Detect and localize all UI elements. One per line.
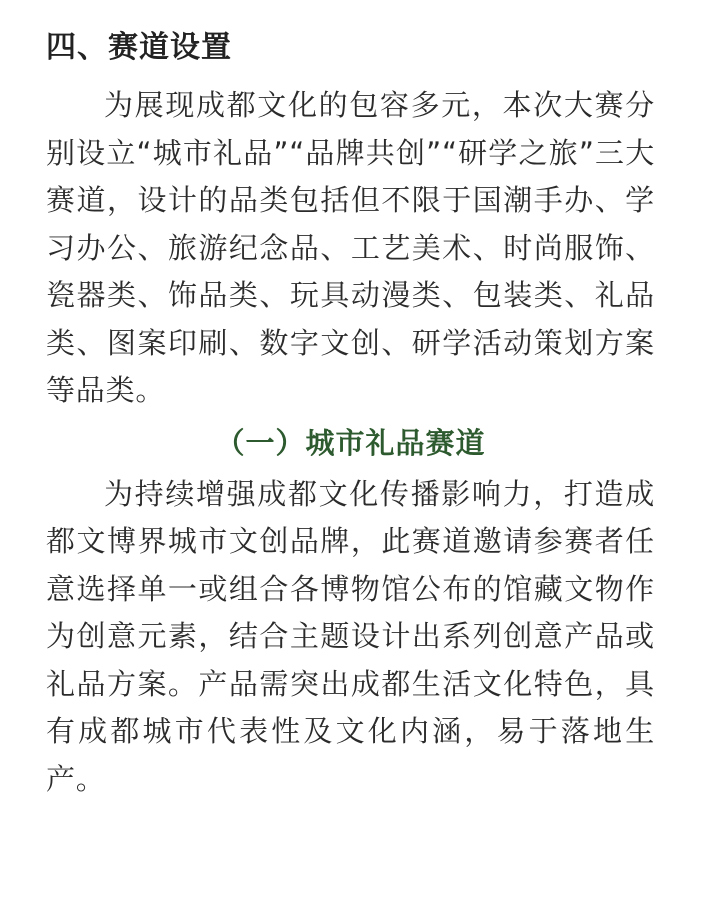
subsection-body-paragraph: 为持续增强成都文化传播影响力，打造成都文博界城市文创品牌，此赛道邀请参赛者任意选择单一或组合各博物馆公布的馆藏文物作为创意元素，结合主题设计出系列创意产品或礼品方案。产品需突出成都生活文化特色，具有成都城市代表性及文化内涵，易于落地生产。 (46, 476, 655, 796)
subsection-heading: （一）城市礼品赛道 (215, 425, 486, 460)
section-intro-paragraph: 为展现成都文化的包容多元，本次大赛分别设立“城市礼品”“品牌共创”“研学之旅”三大赛道，设计的品类包括但不限于国潮手办、学习办公、旅游纪念品、工艺美术、时尚服饰、瓷器类、饰品类、玩具动漫类、包装类、礼品类、图案印刷、数字文创、研学活动策划方案等品类。 (46, 88, 655, 407)
section-heading: 四、赛道设置 (46, 30, 232, 65)
